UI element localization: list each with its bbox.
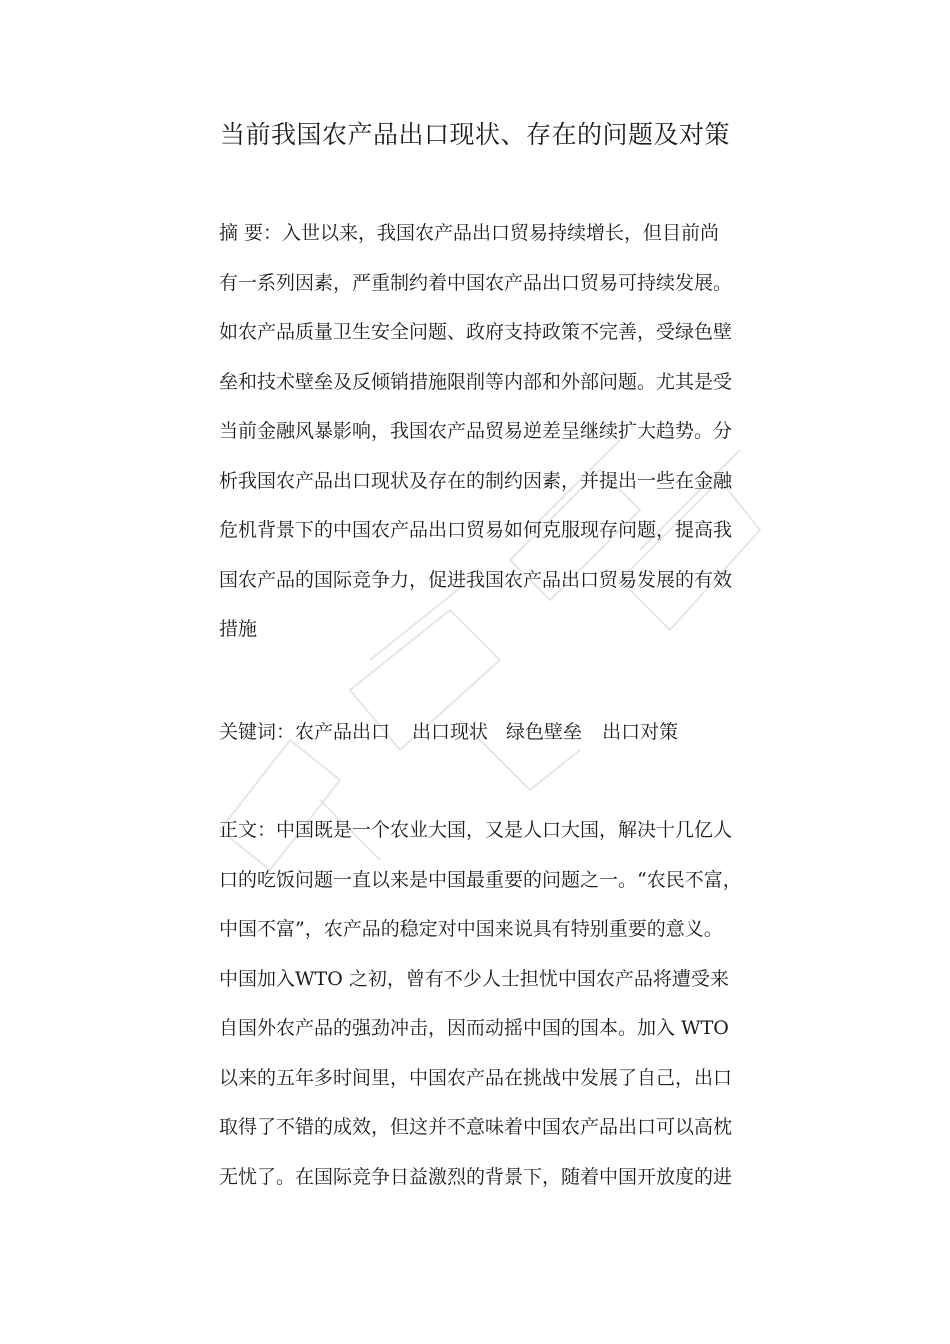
abstract-line: 如农产品质量卫生安全问题、政府支持政策不完善，受绿色壁 bbox=[219, 321, 733, 343]
body-line: 取得了不错的成效，但这并不意味着中国农产品出口可以高枕 bbox=[219, 1116, 733, 1138]
abstract-line: 措施 bbox=[219, 618, 258, 640]
body-line: 自国外农产品的强劲冲击，因而动摇中国的国本。加入 WTO bbox=[219, 1017, 729, 1039]
keyword: 绿色壁垒 bbox=[506, 721, 583, 743]
keyword: 出口对策 bbox=[602, 721, 679, 743]
document-title: 当前我国农产品出口现状、存在的问题及对策 bbox=[219, 120, 730, 149]
keyword: 农产品出口 bbox=[295, 721, 391, 743]
body-line: 中国不富”，农产品的稳定对中国来说具有特别重要的意义。 bbox=[219, 918, 723, 940]
abstract bbox=[219, 221, 739, 667]
abstract-line: 国农产品的国际竞争力，促进我国农产品出口贸易发展的有效 bbox=[219, 568, 733, 591]
abstract-line: 危机背景下的中国农产品出口贸易如何克服现存问题，提高我 bbox=[219, 519, 733, 541]
abstract-line: 摘 要：入世以来，我国农产品出口贸易持续增长，但目前尚 bbox=[219, 222, 720, 244]
abstract-line: 有一系列因素，严重制约着中国农产品出口贸易可持续发展。 bbox=[219, 271, 733, 294]
body-line: 无忧了。在国际竞争日益激烈的背景下，随着中国开放度的进 bbox=[219, 1165, 733, 1188]
abstract-line: 析我国农产品出口现状及存在的制约因素，并提出一些在金融 bbox=[219, 469, 733, 492]
body-line: 以来的五年多时间里，中国农产品在挑战中发展了自己，出口 bbox=[219, 1066, 733, 1089]
body-line: 口的吃饭问题一直以来是中国最重要的问题之一。“农民不富， bbox=[219, 868, 742, 891]
keywords bbox=[219, 720, 739, 770]
keyword: 出口现状 bbox=[412, 721, 489, 743]
abstract-line: 当前金融风暴影响，我国农产品贸易逆差呈继续扩大趋势。分 bbox=[219, 420, 733, 442]
keywords-label: 关键词： bbox=[219, 721, 296, 743]
body-line: 正文：中国既是一个农业大国，又是人口大国，解决十几亿人 bbox=[219, 819, 733, 841]
body-text bbox=[219, 818, 742, 1214]
abstract-line: 垒和技术壁垒及反倾销措施限削等内部和外部问题。尤其是受 bbox=[219, 370, 733, 393]
body-line: 中国加入WTO 之初，曾有不少人士担忧中国农产品将遭受来 bbox=[219, 967, 729, 990]
